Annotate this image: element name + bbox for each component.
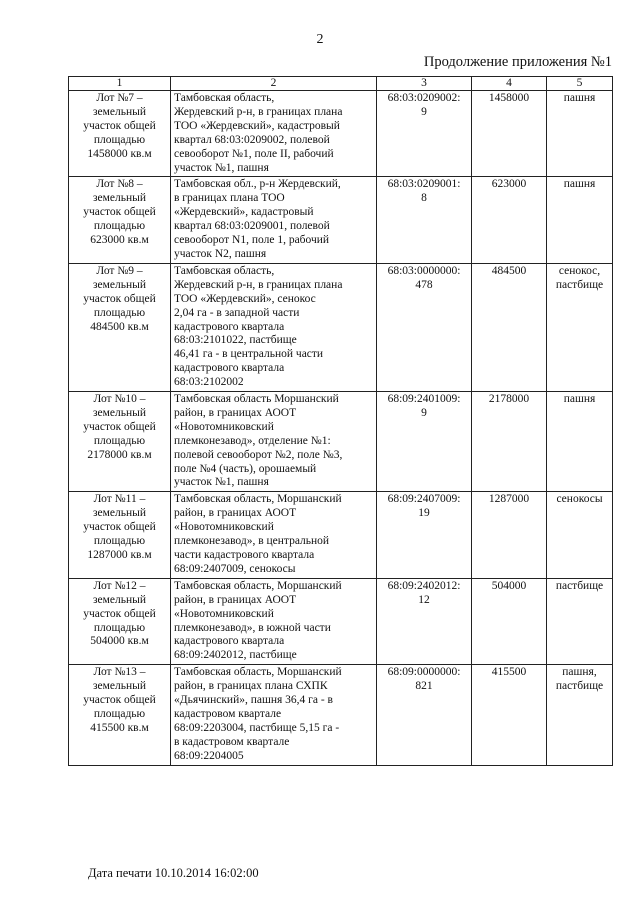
location-cell: Тамбовская область, Моршанский район, в границах плана СХПК «Дьячинский», пашня 36,4 га - в кадастровом квартале 68:09:2203004, пастбище 5,15 га - в кадастровом квартале 68:09:2204005 [171, 665, 377, 765]
land-use-cell: пашня, пастбище [547, 665, 613, 765]
lots-table [68, 76, 613, 766]
land-use-cell: пашня [547, 392, 613, 492]
lot-cell: Лот №8 – земельный участок общей площадью 623000 кв.м [69, 177, 171, 263]
table-row [69, 177, 613, 263]
area-cell: 623000 [472, 177, 547, 263]
land-use-cell: сенокосы [547, 492, 613, 578]
table-row [69, 91, 613, 177]
location-cell: Тамбовская область, Моршанский район, в границах АООТ «Новотомниковский племконезавод», в южной части кадастрового квартала 68:09:2402012, пастбище [171, 578, 377, 664]
table-row [69, 578, 613, 664]
appendix-caption: Продолжение приложения №1 [423, 54, 612, 70]
area-cell: 2178000 [472, 392, 547, 492]
lot-cell: Лот №11 – земельный участок общей площадью 1287000 кв.м [69, 492, 171, 578]
cadastral-number-cell: 68:09:0000000: 821 [377, 665, 472, 765]
cadastral-number-cell: 68:09:2402012: 12 [377, 578, 472, 664]
cadastral-number-cell: 68:09:2401009: 9 [377, 392, 472, 492]
column-header: 3 [377, 77, 472, 91]
column-header: 5 [547, 77, 613, 91]
lot-cell: Лот №13 – земельный участок общей площадью 415500 кв.м [69, 665, 171, 765]
cadastral-number-cell: 68:09:2407009: 19 [377, 492, 472, 578]
land-use-cell: пастбище [547, 578, 613, 664]
print-date: Дата печати 10.10.2014 16:02:00 [88, 866, 259, 880]
land-use-cell: сенокос, пастбище [547, 263, 613, 391]
page-number: 2 [316, 32, 324, 47]
area-cell: 1287000 [472, 492, 547, 578]
location-cell: Тамбовская область, Жердевский р-н, в границах плана ТОО «Жердевский», сенокос 2,04 га - в западной части кадастрового квартала 68:03:2101022, пастбище 46,41 га - в центральной части кадастрового квартала 68:03:2102002 [171, 263, 377, 391]
table-row [69, 392, 613, 492]
cadastral-number-cell: 68:03:0209002: 9 [377, 91, 472, 177]
location-cell: Тамбовская обл., р-н Жердевский, в границах плана ТОО «Жердевский», кадастровый квартал 68:03:0209001, полевой севооборот N1, поле 1, рабочий участок N2, пашня [171, 177, 377, 263]
table-header-row [69, 77, 613, 91]
table-row [69, 492, 613, 578]
table-row [69, 263, 613, 391]
lot-cell: Лот №12 – земельный участок общей площадью 504000 кв.м [69, 578, 171, 664]
lot-cell: Лот №10 – земельный участок общей площадью 2178000 кв.м [69, 392, 171, 492]
area-cell: 1458000 [472, 91, 547, 177]
area-cell: 415500 [472, 665, 547, 765]
table-row [69, 665, 613, 765]
lot-cell: Лот №7 – земельный участок общей площадью 1458000 кв.м [69, 91, 171, 177]
location-cell: Тамбовская область Моршанский район, в границах АООТ «Новотомниковский племконезавод», отделение №1: полевой севооборот №2, поле №3, поле №4 (часть), орошаемый участок №1, пашня [171, 392, 377, 492]
location-cell: Тамбовская область, Моршанский район, в границах АООТ «Новотомниковский племконезавод», в центральной части кадастрового квартала 68:09:2407009, сенокосы [171, 492, 377, 578]
lot-cell: Лот №9 – земельный участок общей площадью 484500 кв.м [69, 263, 171, 391]
area-cell: 484500 [472, 263, 547, 391]
land-use-cell: пашня [547, 91, 613, 177]
area-cell: 504000 [472, 578, 547, 664]
cadastral-number-cell: 68:03:0000000: 478 [377, 263, 472, 391]
cadastral-number-cell: 68:03:0209001: 8 [377, 177, 472, 263]
column-header: 2 [171, 77, 377, 91]
land-use-cell: пашня [547, 177, 613, 263]
column-header: 4 [472, 77, 547, 91]
location-cell: Тамбовская область, Жердевский р-н, в границах плана ТОО «Жердевский», кадастровый квартал 68:03:0209002, полевой севооборот №1, поле II, рабочий участок №1, пашня [171, 91, 377, 177]
column-header: 1 [69, 77, 171, 91]
